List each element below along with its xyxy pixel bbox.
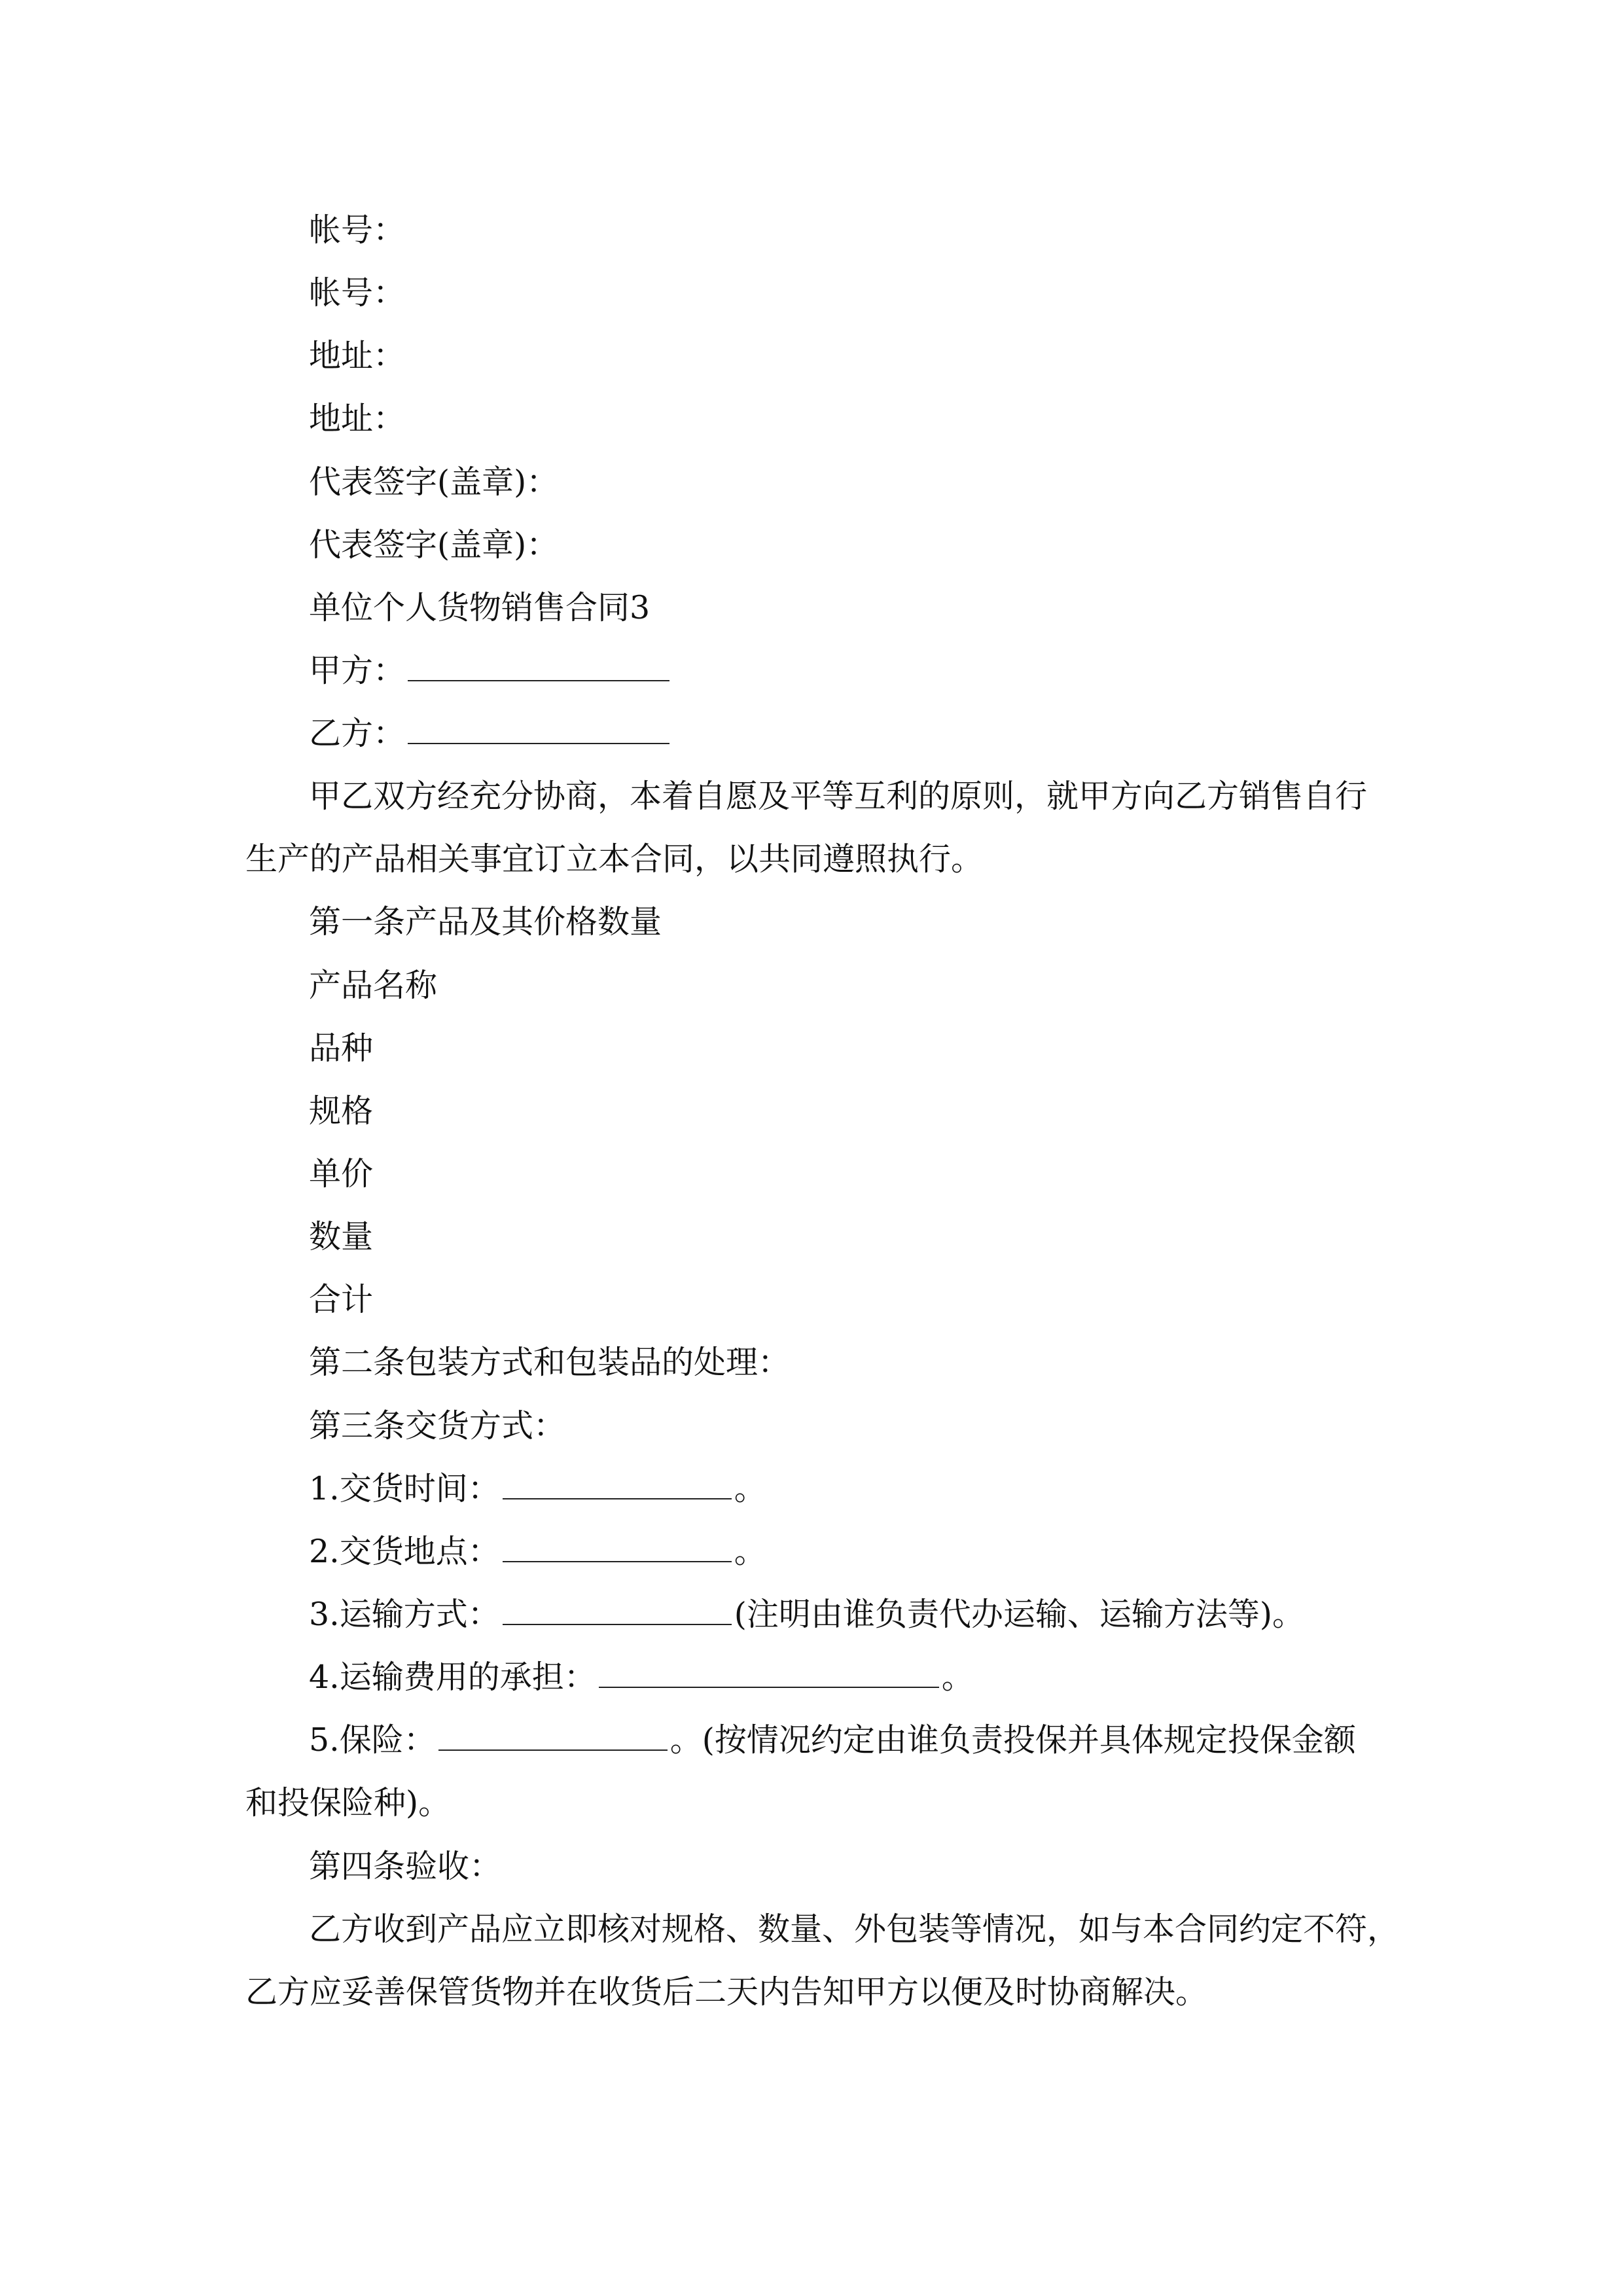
insurance-note: 。(按情况约定由谁负责投保并具体规定投保金额 <box>669 1721 1356 1759</box>
address-line-2: 地址： <box>309 400 406 437</box>
account-line-1: 帐号： <box>309 211 406 249</box>
product-name-label: 产品名称 <box>309 967 438 1004</box>
acceptance-paragraph-line-2: 乙方应妥善保管货物并在收货后二天内告知甲方以便及时协商解决。 <box>245 1973 1208 2011</box>
transport-cost-line <box>309 1658 974 1697</box>
insurance-blank <box>438 1723 668 1751</box>
party-b-line <box>309 714 672 753</box>
delivery-place-period: 。 <box>734 1533 766 1570</box>
delivery-place-blank <box>503 1535 732 1562</box>
insurance-line <box>309 1721 1356 1760</box>
party-a-line <box>309 651 672 691</box>
article-2-heading: 第二条包装方式和包装品的处理： <box>309 1344 791 1381</box>
party-b-blank <box>408 717 669 744</box>
party-b-label: 乙方： <box>309 715 406 752</box>
delivery-time-period: 。 <box>734 1470 766 1507</box>
unit-price-label: 单价 <box>309 1155 374 1193</box>
transport-cost-blank <box>599 1660 939 1688</box>
quantity-label: 数量 <box>309 1218 374 1255</box>
article-3-heading: 第三条交货方式： <box>309 1407 566 1444</box>
transport-line <box>309 1595 1304 1634</box>
delivery-time-label: 1.交货时间： <box>309 1470 500 1507</box>
transport-note: (注明由谁负责代办运输、运输方法等)。 <box>734 1596 1304 1633</box>
signature-line-2: 代表签字(盖章)： <box>309 526 559 564</box>
party-a-blank <box>408 654 669 681</box>
delivery-place-line <box>309 1532 766 1571</box>
article-4-heading: 第四条验收： <box>309 1848 502 1885</box>
total-label: 合计 <box>309 1281 374 1318</box>
delivery-time-line <box>309 1469 766 1509</box>
transport-blank <box>503 1598 732 1625</box>
acceptance-paragraph-line-1: 乙方收到产品应立即核对规格、数量、外包装等情况，如与本合同约定不符， <box>309 1910 1400 1948</box>
delivery-place-label: 2.交货地点： <box>309 1533 500 1570</box>
transport-label: 3.运输方式： <box>309 1596 500 1633</box>
contract-title: 单位个人货物销售合同3 <box>309 589 651 626</box>
transport-cost-period: 。 <box>941 1659 974 1696</box>
intro-paragraph-line-2: 生产的产品相关事宜订立本合同，以共同遵照执行。 <box>245 840 984 878</box>
signature-line-1: 代表签字(盖章)： <box>309 463 559 501</box>
insurance-note-line-2: 和投保险种)。 <box>245 1784 451 1821</box>
delivery-time-blank <box>503 1472 732 1499</box>
specification-label: 规格 <box>309 1092 374 1130</box>
variety-label: 品种 <box>309 1030 374 1067</box>
insurance-label: 5.保险： <box>309 1721 436 1759</box>
article-1-heading: 第一条产品及其价格数量 <box>309 903 662 941</box>
transport-cost-label: 4.运输费用的承担： <box>309 1659 596 1696</box>
address-line-1: 地址： <box>309 337 406 374</box>
intro-paragraph-line-1: 甲乙双方经充分协商，本着自愿及平等互利的原则，就甲方向乙方销售自行 <box>309 778 1368 815</box>
account-line-2: 帐号： <box>309 274 406 312</box>
party-a-label: 甲方： <box>309 652 406 689</box>
